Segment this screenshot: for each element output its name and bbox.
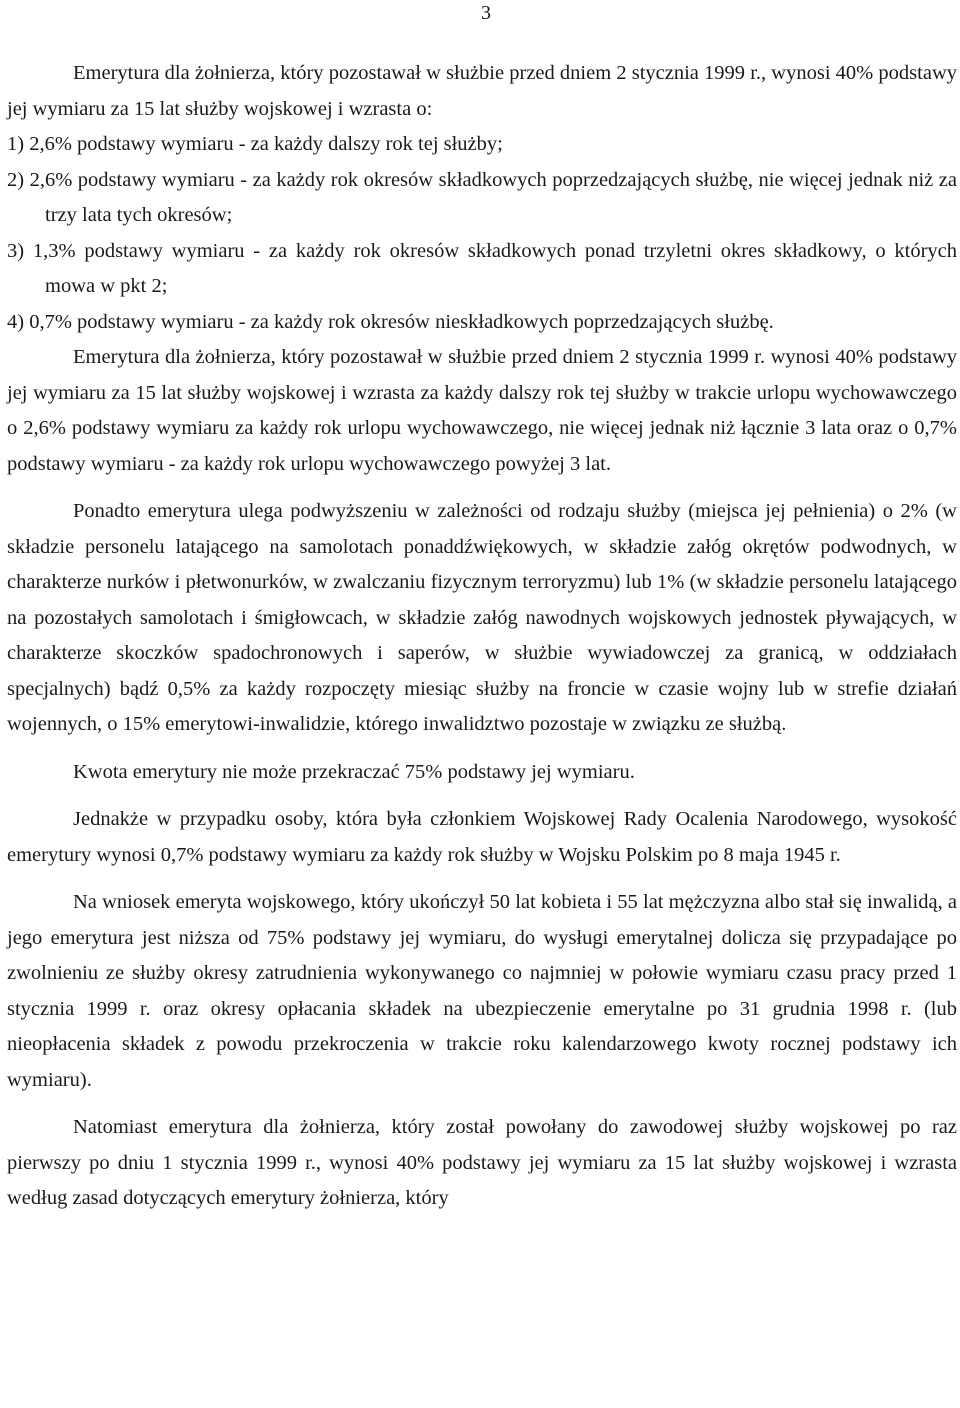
- paragraph-wron-members: Jednakże w przypadku osoby, która była członkiem Wojskowej Rady Ocalenia Narodowego, wysokość emerytury wynosi 0,7% podstawy wymiaru za każdy rok służby w Wojsku Polskim po 8 maja 1945 r.: [7, 808, 957, 866]
- document-body: [7, 56, 957, 1217]
- paragraph-new-soldiers: Natomiast emerytura dla żołnierza, który został powołany do zawodowej służby wojskowej po raz pierwszy po dniu 1 stycznia 1999 r., wynosi 40% podstawy jej wymiaru za 15 lat służby wojskowej i wzrasta według zasad dotyczących emerytury żołnierza, który: [7, 1116, 957, 1209]
- paragraph-additional-periods: Na wniosek emeryta wojskowego, który ukończył 50 lat kobieta i 55 lat mężczyzna albo stał się inwalidą, a jego emerytura jest niższa od 75% podstawy jej wymiaru, do wysługi emerytalnej dolicza się przypadające po zwolnieniu ze służby okresy zatrudnienia wykonywanego co najmniej w połowie wymiaru czasu pracy przed 1 stycznia 1999 r. oraz okresy opłacania składek na ubezpieczenie emerytalne po 31 grudnia 1998 r. (lub nieopłacenia składek z powodu przekroczenia w trakcie roku kalendarzowego kwoty rocznej podstawy ich wymiaru).: [7, 891, 957, 1091]
- paragraph-intro: Emerytura dla żołnierza, który pozostawał w służbie przed dniem 2 stycznia 1999 r., wynosi 40% podstawy jej wymiaru za 15 lat służby wojskowej i wzrasta o:: [7, 62, 957, 120]
- page-number: 3: [481, 2, 491, 24]
- list-item: 3) 1,3% podstawy wymiaru - za każdy rok okresów składkowych ponad trzyletni okres składkowy, o których mowa w pkt 2;: [7, 239, 957, 297]
- list-item: 4) 0,7% podstawy wymiaru - za każdy rok okresów nieskładkowych poprzedzających służbę.: [7, 310, 774, 333]
- list-item: 1) 2,6% podstawy wymiaru - za każdy dalszy rok tej służby;: [7, 133, 503, 155]
- paragraph-maximum-amount: Kwota emerytury nie może przekraczać 75% podstawy jej wymiaru.: [73, 760, 635, 783]
- paragraph-parental-leave: Emerytura dla żołnierza, który pozostawał w służbie przed dniem 2 stycznia 1999 r. wynosi 40% podstawy jej wymiaru za 15 lat służby wojskowej i wzrasta za każdy dalszy rok tej służby w trakcie urlopu wychowawczego o 2,6% podstawy wymiaru za każdy rok urlopu wychowawczego, nie więcej jednak niż łącznie 3 lata oraz o 0,7% podstawy wymiaru - za każdy rok urlopu wychowawczego powyżej 3 lat.: [7, 346, 957, 475]
- list-item: 2) 2,6% podstawy wymiaru - za każdy rok okresów składkowych poprzedzających służbę, nie więcej jednak niż za trzy lata tych okresów;: [7, 168, 957, 226]
- paragraph-service-increase: Ponadto emerytura ulega podwyższeniu w zależności od rodzaju służby (miejsca jej pełnienia) o 2% (w składzie personelu latającego na samolotach ponaddźwiękowych, w składzie załóg okrętów podwodnych, w charakterze nurków i płetwonurków, w zwalczaniu fizycznym terroryzmu) lub 1% (w składzie personelu latającego na pozostałych samolotach i śmigłowcach, w składzie załóg nawodnych wojskowych jednostek pływających, w charakterze skoczków spadochronowych i saperów, w służbie wywiadowczej za granicą, w oddziałach specjalnych) bądź 0,5% za każdy rozpoczęty miesiąc służby na froncie w czasie wojny lub w strefie działań wojennych, o 15% emerytowi-inwalidzie, którego inwalidztwo pozostaje w związku ze służbą.: [7, 500, 957, 735]
